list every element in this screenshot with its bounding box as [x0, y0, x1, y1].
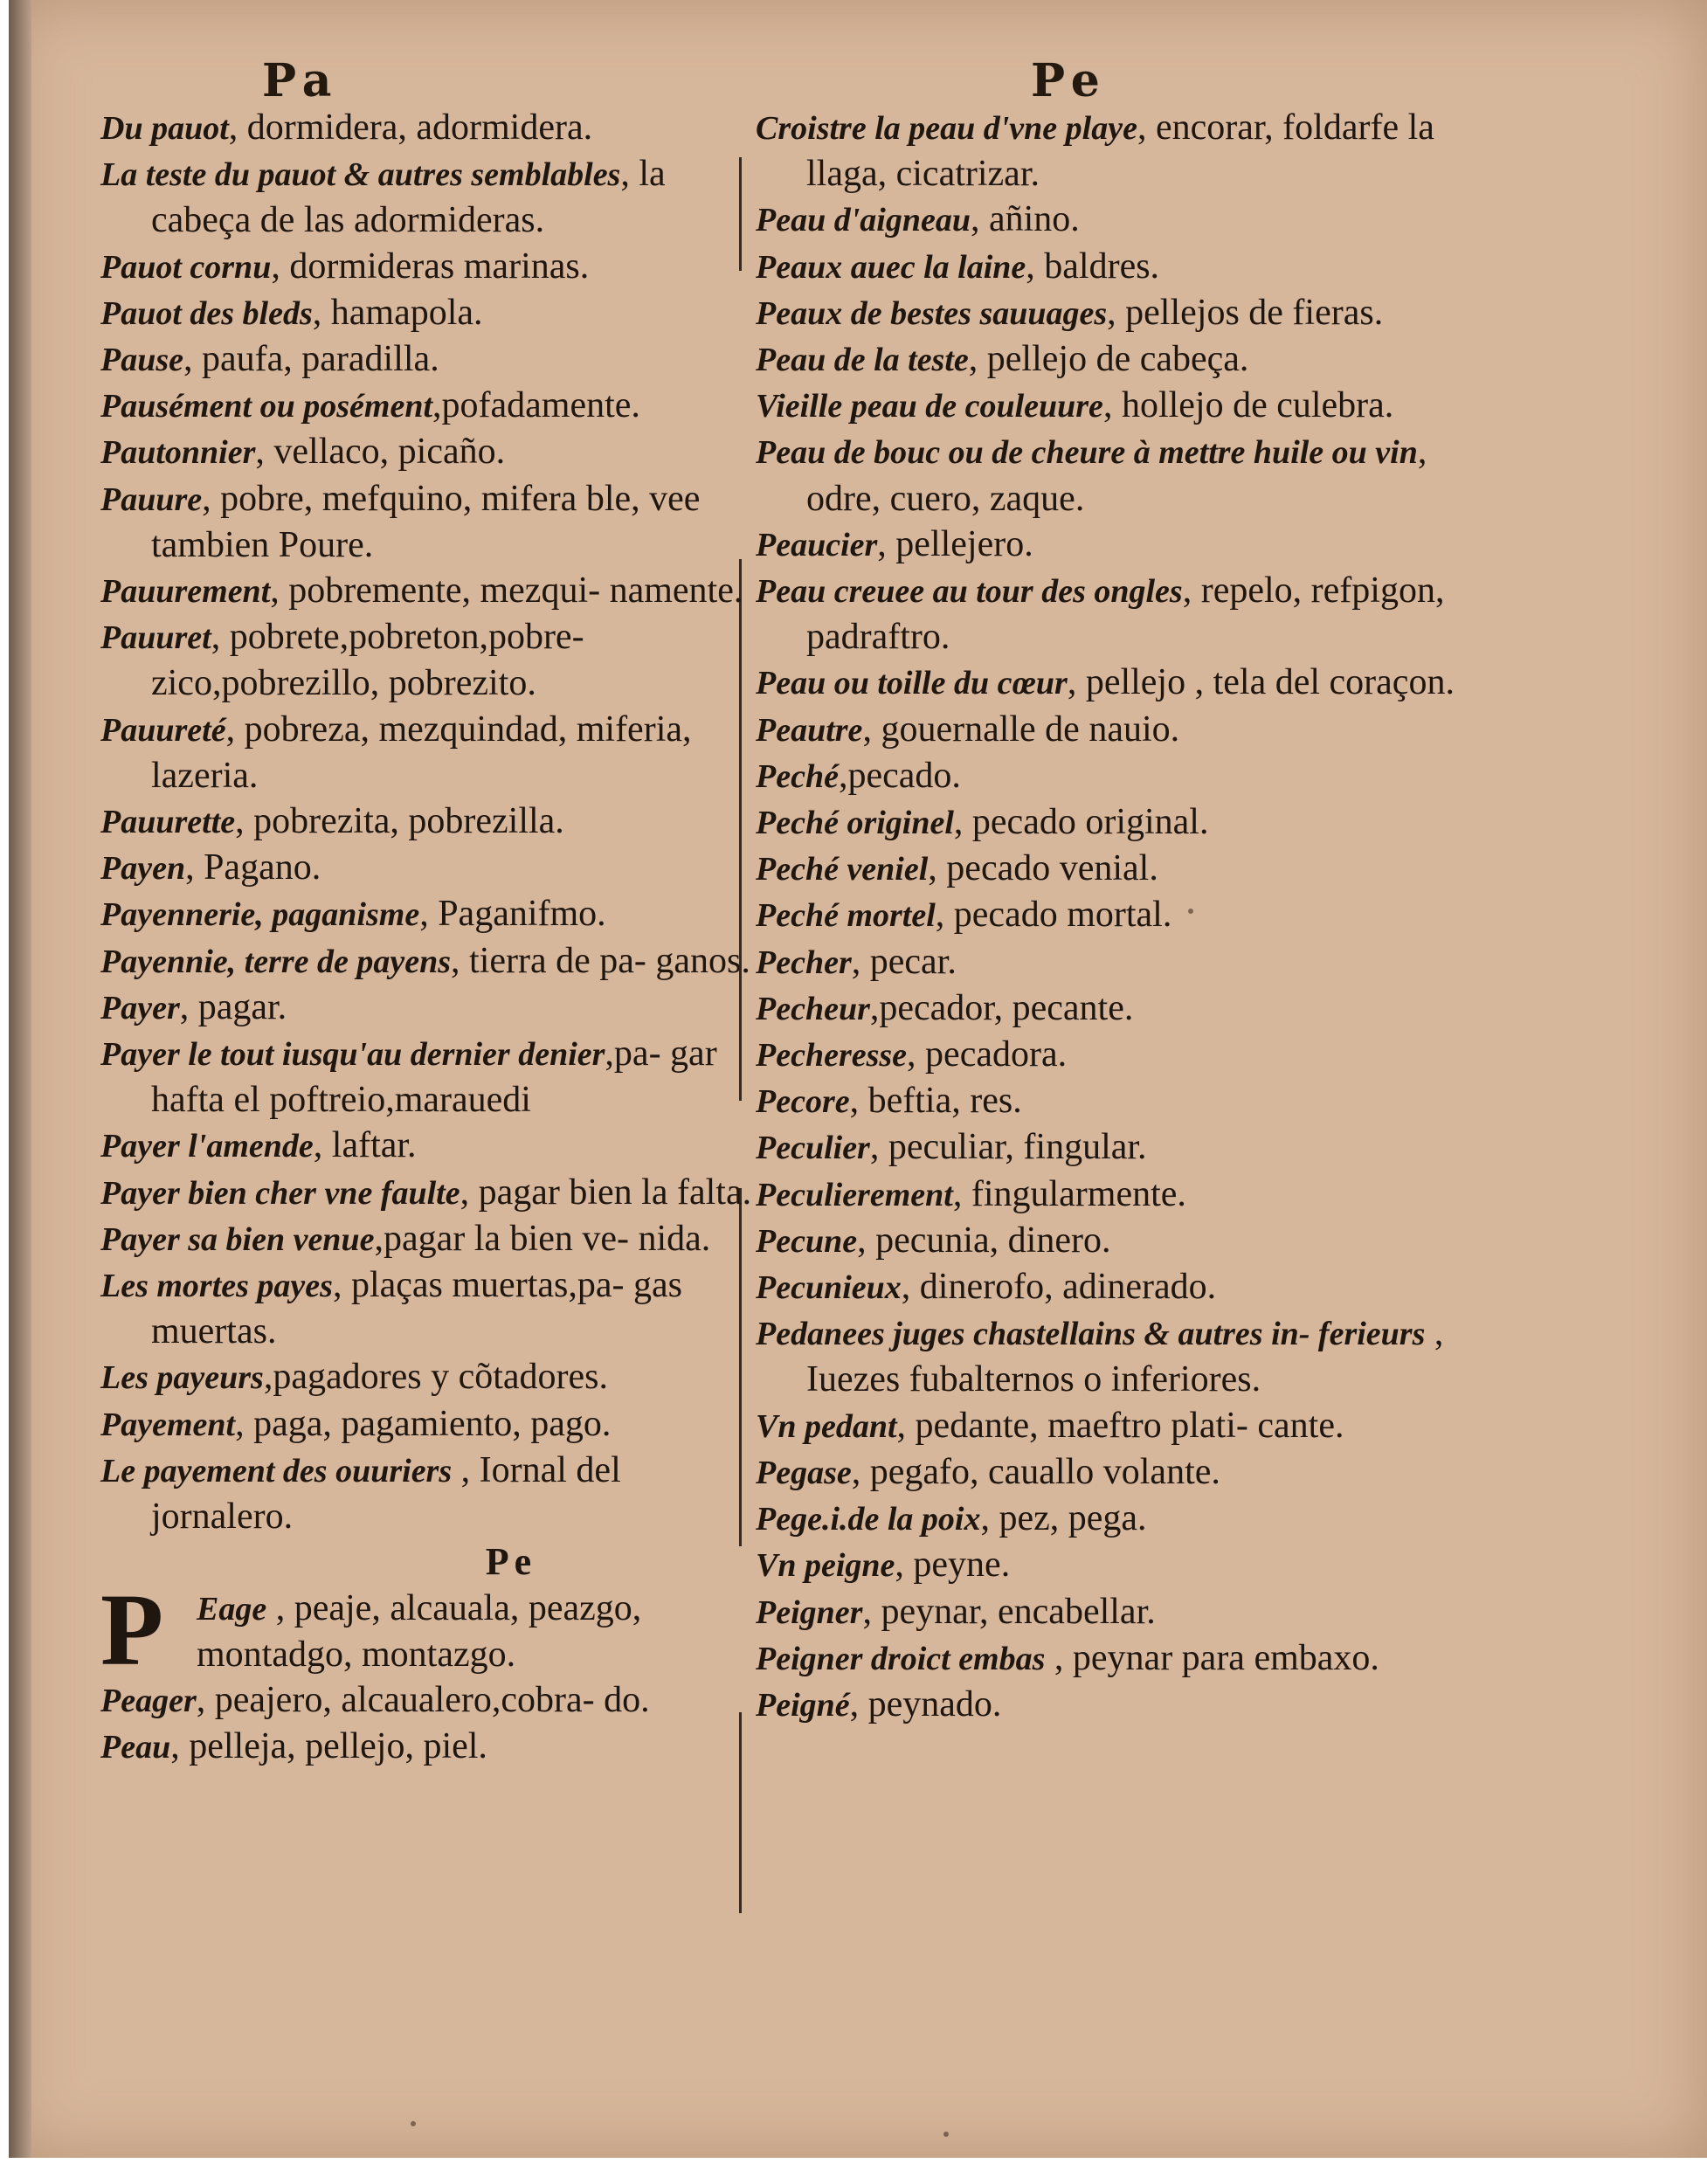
- definition: , dormidera, adormidera.: [228, 107, 593, 148]
- definition: ,pagadores y cõtadores.: [263, 1357, 608, 1398]
- dictionary-entry: [756, 1032, 1463, 1078]
- headword: Payennie, terre de payens: [100, 943, 452, 980]
- definition: , pecadora.: [907, 1034, 1068, 1075]
- headword: Pecher: [756, 943, 852, 981]
- headword: Pauure: [100, 480, 203, 518]
- headword: Peché veniel: [756, 851, 929, 888]
- definition: , peculiar, fingular.: [869, 1127, 1147, 1168]
- definition: , hamapola.: [312, 292, 483, 333]
- headword: Vn peigne: [756, 1547, 895, 1585]
- headword: Peaux de bestes sauuages: [756, 294, 1108, 332]
- headword: Payennerie, paganisme: [100, 896, 420, 934]
- definition: , la cabeça de las adormideras.: [151, 154, 666, 241]
- dictionary-entry: [100, 614, 764, 706]
- ink-speck: [1188, 909, 1193, 914]
- right-column: [756, 105, 1463, 1728]
- headword: Peculier: [756, 1130, 870, 1167]
- headword: Pege.i.de la poix: [756, 1501, 981, 1538]
- dictionary-entry: [100, 1216, 764, 1262]
- dictionary-entry: [756, 383, 1463, 429]
- definition: , pecado original.: [953, 802, 1209, 843]
- dictionary-entry: [100, 1724, 764, 1770]
- headword: Le payement des ouuriers: [100, 1452, 453, 1489]
- definition: , añino.: [970, 199, 1080, 240]
- dictionary-entry: [100, 938, 764, 985]
- definition: , laftar.: [313, 1125, 417, 1166]
- definition: , pellejo , tela del coraçon.: [1067, 662, 1455, 703]
- dictionary-entry: [100, 1448, 764, 1539]
- definition: , pobreza, mezquindad, miferia, lazeria.: [151, 708, 692, 796]
- definition: , Paganifmo.: [419, 894, 606, 935]
- headword: Pecore: [756, 1083, 850, 1121]
- definition: , Iornal del jornalero.: [151, 1449, 621, 1538]
- dictionary-entry: [100, 105, 764, 151]
- dictionary-entry: [756, 1682, 1463, 1728]
- right-column-header: Pe: [1031, 54, 1107, 107]
- dictionary-entry: [756, 939, 1463, 985]
- headword: Pauureté: [100, 711, 226, 749]
- headword: Payer bien cher vne faulte: [100, 1174, 460, 1212]
- dictionary-entry: [756, 568, 1463, 660]
- definition: , peynado.: [849, 1683, 1002, 1724]
- definition: ,pecado.: [838, 755, 961, 796]
- definition: , Iuezes fubalternos o inferiores.: [806, 1313, 1444, 1400]
- headword: Les mortes payes: [100, 1268, 333, 1305]
- definition: , dinerofo, adinerado.: [901, 1267, 1217, 1308]
- headword: La teste du pauot & autres semblables: [100, 156, 621, 194]
- definition: , pobrezita, pobrezilla.: [235, 801, 564, 842]
- dictionary-entry: [756, 1124, 1463, 1171]
- headword: Payement: [100, 1406, 236, 1443]
- headword: Peager: [100, 1682, 197, 1719]
- definition: , pobrete,pobreton,pobre- zico,pobrezillo, pobrezito.: [151, 617, 584, 704]
- headword: Pecheur: [756, 990, 870, 1027]
- definition: , pagar bien la falta.: [460, 1171, 752, 1213]
- headword: Peau de bouc ou de cheure à mettre huile ou vin: [756, 434, 1418, 472]
- headword: Pautonnier: [100, 434, 256, 472]
- dictionary-entry: [100, 336, 764, 383]
- definition: , baldres.: [1026, 245, 1160, 287]
- headword: Peautre: [756, 711, 863, 749]
- headword: Payer sa bien venue: [100, 1220, 375, 1258]
- dictionary-entry: [100, 1123, 764, 1169]
- headword: Pauot cornu: [100, 248, 272, 286]
- headword: Vn pedant: [756, 1407, 897, 1445]
- dictionary-entry: [100, 151, 764, 243]
- left-column: [100, 105, 764, 1770]
- dictionary-entry: [756, 1264, 1463, 1310]
- dictionary-entry: [100, 383, 764, 429]
- definition: ,pagar la bien ve- nida.: [374, 1218, 711, 1259]
- headword: Peché mortel: [756, 897, 936, 935]
- dictionary-entry: [756, 753, 1463, 799]
- definition: , peynar, encabellar.: [862, 1591, 1156, 1632]
- headword: Peau d'aigneau: [756, 202, 971, 239]
- headword: Payer l'amende: [100, 1128, 314, 1165]
- dictionary-entry: [756, 1496, 1463, 1542]
- dictionary-entry: [756, 197, 1463, 243]
- headword: Peau creuee au tour des ongles: [756, 573, 1183, 611]
- definition: , pedante, maeftro plati- cante.: [896, 1405, 1344, 1446]
- headword: Peché: [756, 757, 839, 795]
- dictionary-entry: [756, 1078, 1463, 1124]
- ink-speck: [411, 2121, 416, 2126]
- definition: , tierra de pa- ganos.: [451, 940, 750, 981]
- dictionary-entry: [756, 707, 1463, 753]
- headword: Peau: [100, 1729, 171, 1766]
- headword: Peigné: [756, 1686, 850, 1724]
- dictionary-entry: [100, 798, 764, 845]
- headword: Pauuret: [100, 619, 211, 657]
- headword: Pecunieux: [756, 1269, 902, 1307]
- dictionary-entry: [100, 568, 764, 614]
- dictionary-entry: [756, 1171, 1463, 1218]
- definition: , vellaco, picaño.: [255, 432, 506, 473]
- headword: Peau de la teste: [756, 342, 969, 379]
- headword: Pauot des bleds: [100, 294, 313, 332]
- definition: , hollejo de culebra.: [1102, 385, 1394, 426]
- definition: , pecado mortal.: [935, 895, 1172, 936]
- section-subheader: Pe: [485, 1540, 537, 1584]
- left-column-header: Pa: [262, 54, 339, 107]
- dictionary-entry: [756, 429, 1463, 521]
- page-binding-edge: [9, 0, 31, 2158]
- definition: ,pa- gar hafta el poftreio,marauedi: [151, 1033, 717, 1121]
- definition: , pelleja, pellejo, piel.: [170, 1726, 487, 1767]
- scan-margin: [0, 2158, 1707, 2184]
- definition: , dormideras marinas.: [271, 245, 590, 287]
- headword: Pegase: [756, 1454, 852, 1491]
- dictionary-entry: [100, 1031, 764, 1123]
- dictionary-entry: [756, 1542, 1463, 1588]
- headword: Peaucier: [756, 526, 878, 563]
- dictionary-entry: [100, 891, 764, 937]
- headword: Peau ou toille du cœur: [756, 665, 1068, 702]
- definition: , peyne.: [895, 1545, 1011, 1586]
- definition: , pellejos de fieras.: [1107, 292, 1384, 333]
- headword: Pauurement: [100, 573, 271, 611]
- definition: , pellejero.: [877, 523, 1033, 564]
- drop-cap-letter: P: [100, 1572, 164, 1687]
- definition: , pegafo, cauallo volante.: [851, 1451, 1220, 1492]
- dictionary-entry: [100, 845, 764, 891]
- definition: , pez, pega.: [980, 1498, 1147, 1539]
- dictionary-entry: [100, 1170, 764, 1216]
- dictionary-entry: [100, 1572, 764, 1687]
- dictionary-entry: [100, 1262, 764, 1354]
- definition: , paufa, paradilla.: [183, 339, 439, 380]
- dictionary-entry: [100, 707, 764, 798]
- definition: , peaje, alcauala, peazgo, montadgo, montazgo.: [197, 1587, 642, 1675]
- dictionary-entry: [756, 985, 1463, 1032]
- dictionary-entry: [756, 660, 1463, 706]
- headword: Pecheresse: [756, 1037, 908, 1075]
- dictionary-entry: [756, 336, 1463, 383]
- dictionary-entry: [756, 1449, 1463, 1496]
- headword: Pausément ou posément: [100, 388, 433, 425]
- dictionary-entry: [756, 799, 1463, 846]
- definition: , peajero, alcaualero,cobra- do.: [196, 1679, 650, 1720]
- definition: , beftia, res.: [849, 1081, 1022, 1122]
- definition: , encorar, foldarfe la llaga, cicatrizar.: [806, 107, 1434, 195]
- dictionary-entry: [756, 290, 1463, 336]
- dictionary-entry: [756, 1218, 1463, 1264]
- headword: Eage: [197, 1590, 267, 1628]
- definition: , pobremente, mezqui- namente.: [270, 570, 743, 612]
- dictionary-entry: [756, 105, 1463, 197]
- dictionary-entry: [100, 429, 764, 475]
- definition: , pellejo de cabeça.: [968, 339, 1249, 380]
- definition: , pobre, mefquino, mifera ble, vee tambien Poure.: [151, 478, 701, 565]
- headword: Peaux auec la laine: [756, 248, 1026, 286]
- dictionary-entry: [756, 1310, 1463, 1402]
- dictionary-entry: [756, 1635, 1463, 1682]
- headword: Payer le tout iusqu'au dernier denier: [100, 1036, 605, 1074]
- dictionary-entry: [100, 1354, 764, 1400]
- dictionary-entry: [100, 1677, 764, 1724]
- headword: Payer: [100, 989, 180, 1026]
- definition: ,pofadamente.: [432, 385, 640, 426]
- headword: Pecune: [756, 1222, 858, 1260]
- dictionary-entry: [756, 846, 1463, 892]
- dictionary-entry: [100, 244, 764, 290]
- dictionary-entry: [756, 1403, 1463, 1449]
- dictionary-entry: [756, 522, 1463, 568]
- dictionary-entry: [756, 1589, 1463, 1635]
- headword: Peculierement: [756, 1176, 953, 1213]
- definition: , gouernalle de nauio.: [862, 708, 1180, 750]
- dictionary-entry: [100, 290, 764, 336]
- definition: , peynar para embaxo.: [1045, 1637, 1379, 1678]
- definition: , pecar.: [851, 941, 957, 982]
- headword: Croistre la peau d'vne playe: [756, 110, 1137, 147]
- headword: Pauurette: [100, 804, 236, 841]
- definition: , pagar.: [179, 986, 287, 1027]
- definition: , pecunia, dinero.: [857, 1220, 1111, 1261]
- headword: Payen: [100, 850, 186, 888]
- dictionary-entry: [756, 244, 1463, 290]
- dictionary-entry: [756, 892, 1463, 938]
- definition: ,pecador, pecante.: [869, 987, 1134, 1028]
- headword: Peigner: [756, 1593, 863, 1631]
- definition: , repelo, refpigon, padraftro.: [806, 570, 1445, 658]
- headword: Vieille peau de couleuure: [756, 388, 1103, 425]
- dictionary-entry: [100, 985, 764, 1031]
- headword: Peigner droict embas: [756, 1640, 1046, 1677]
- headword: Du pauot: [100, 110, 229, 147]
- definition: , pecado venial.: [928, 848, 1158, 889]
- headword: Les payeurs: [100, 1359, 264, 1397]
- headword: Peché originel: [756, 805, 954, 842]
- ink-speck: [943, 2132, 949, 2137]
- dictionary-entry: [100, 476, 764, 568]
- headword: Pedanees juges chastellains & autres in- ferieurs: [756, 1316, 1426, 1353]
- definition: , odre, cuero, zaque.: [806, 432, 1427, 519]
- definition: , paga, pagamiento, pago.: [235, 1403, 612, 1444]
- definition: , fingularmente.: [952, 1173, 1186, 1214]
- definition: , plaças muertas,pa- gas muertas.: [151, 1265, 682, 1352]
- definition: , Pagano.: [185, 847, 321, 888]
- headword: Pause: [100, 342, 183, 379]
- dictionary-entry: [100, 1401, 764, 1448]
